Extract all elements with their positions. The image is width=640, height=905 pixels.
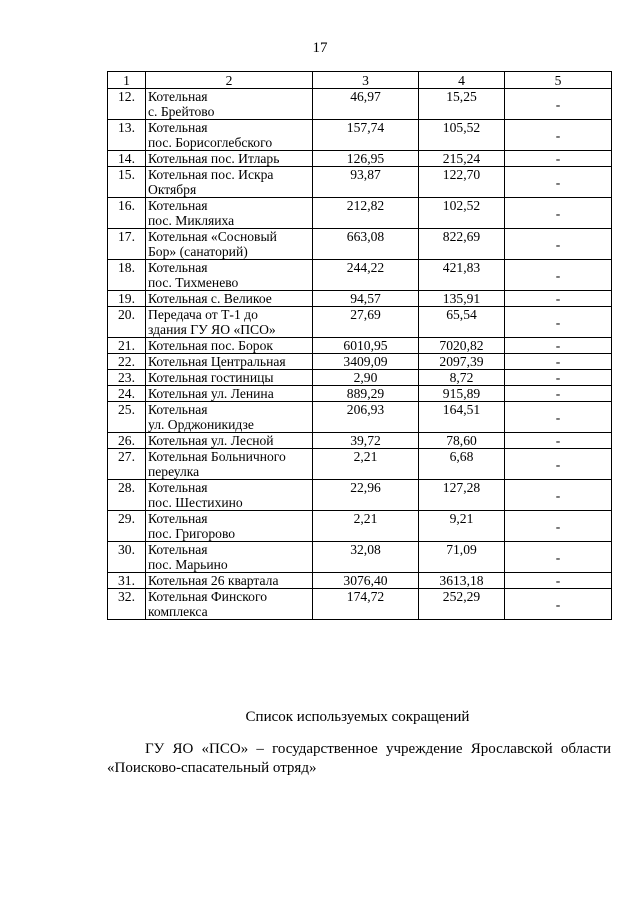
value-col3: 39,72 (313, 433, 419, 449)
table-row (108, 589, 612, 620)
boiler-name (146, 433, 313, 449)
value-col3: 46,97 (313, 89, 419, 120)
value-col3: 93,87 (313, 167, 419, 198)
boiler-name-line: пос. Марьино (148, 557, 228, 572)
value-col3: 212,82 (313, 198, 419, 229)
abbreviations-title: Список используемых сокращений (245, 709, 470, 725)
table-row (108, 480, 612, 511)
value-col3: 6010,95 (313, 338, 419, 354)
boiler-name (146, 542, 313, 573)
table-row (108, 511, 612, 542)
value-col4: 6,68 (419, 449, 505, 480)
value-col3: 2,21 (313, 449, 419, 480)
table-row (108, 198, 612, 229)
page-number: 17 (312, 40, 328, 56)
value-col5: - (505, 542, 612, 573)
value-col5: - (505, 449, 612, 480)
boiler-name (146, 338, 313, 354)
value-col4: 102,52 (419, 198, 505, 229)
row-number: 32. (108, 589, 146, 620)
value-col5: - (505, 120, 612, 151)
value-col5: - (505, 307, 612, 338)
value-col3: 244,22 (313, 260, 419, 291)
boiler-name (146, 120, 313, 151)
column-header: 3 (313, 72, 419, 89)
value-col5: - (505, 89, 612, 120)
table-row (108, 307, 612, 338)
value-col4: 9,21 (419, 511, 505, 542)
value-col3: 32,08 (313, 542, 419, 573)
value-col5: - (505, 589, 612, 620)
boiler-name-line: пос. Борисоглебского (148, 135, 273, 150)
boiler-name-line: Октября (148, 182, 197, 197)
value-col4: 127,28 (419, 480, 505, 511)
boiler-name-line: Передача от Т-1 до (148, 307, 258, 322)
boiler-name-line: Бор» (санаторий) (148, 244, 248, 259)
boiler-name (146, 198, 313, 229)
value-col4: 421,83 (419, 260, 505, 291)
boiler-name-line: с. Брейтово (148, 104, 215, 119)
column-header: 1 (108, 72, 146, 89)
value-col3: 663,08 (313, 229, 419, 260)
value-col4: 65,54 (419, 307, 505, 338)
value-col5: - (505, 229, 612, 260)
value-col4: 122,70 (419, 167, 505, 198)
boiler-name-line: Котельная ул. Ленина (148, 386, 274, 401)
value-col4: 215,24 (419, 151, 505, 167)
row-number: 22. (108, 354, 146, 370)
value-col4: 15,25 (419, 89, 505, 120)
value-col3: 889,29 (313, 386, 419, 402)
boiler-name-line: Котельная пос. Итларь (148, 151, 280, 166)
boiler-name (146, 589, 313, 620)
row-number: 12. (108, 89, 146, 120)
value-col5: - (505, 198, 612, 229)
value-col5: - (505, 433, 612, 449)
value-col3: 27,69 (313, 307, 419, 338)
row-number: 18. (108, 260, 146, 291)
table-row (108, 433, 612, 449)
column-header: 4 (419, 72, 505, 89)
table-row (108, 370, 612, 386)
value-col5: - (505, 338, 612, 354)
abbreviation-line: «Поисково-спасательный отряд» (107, 760, 317, 776)
table-header-row (108, 72, 612, 89)
boiler-name-line: комплекса (148, 604, 208, 619)
table-row (108, 260, 612, 291)
boiler-name-line: Котельная (148, 402, 208, 417)
value-col3: 2,90 (313, 370, 419, 386)
boiler-name-line: ул. Орджоникидзе (148, 417, 254, 432)
boiler-name-line: Котельная «Сосновый (148, 229, 277, 244)
row-number: 23. (108, 370, 146, 386)
boiler-name (146, 449, 313, 480)
boiler-name-line: Котельная пос. Борок (148, 338, 273, 353)
value-col4: 915,89 (419, 386, 505, 402)
value-col3: 174,72 (313, 589, 419, 620)
boiler-name (146, 260, 313, 291)
boiler-name (146, 511, 313, 542)
boiler-name-line: пос. Микляиха (148, 213, 235, 228)
value-col4: 71,09 (419, 542, 505, 573)
boiler-name (146, 307, 313, 338)
row-number: 19. (108, 291, 146, 307)
value-col5: - (505, 402, 612, 433)
row-number: 31. (108, 573, 146, 589)
value-col4: 105,52 (419, 120, 505, 151)
table-row (108, 291, 612, 307)
row-number: 25. (108, 402, 146, 433)
value-col5: - (505, 480, 612, 511)
row-number: 27. (108, 449, 146, 480)
column-header: 5 (505, 72, 612, 89)
boiler-name-line: пос. Тихменево (148, 275, 239, 290)
value-col5: - (505, 370, 612, 386)
value-col3: 157,74 (313, 120, 419, 151)
boiler-name-line: Котельная с. Великое (148, 291, 272, 306)
boiler-name-line: Котельная (148, 260, 208, 275)
value-col5: - (505, 511, 612, 542)
value-col5: - (505, 260, 612, 291)
boiler-name (146, 402, 313, 433)
value-col3: 22,96 (313, 480, 419, 511)
value-col4: 135,91 (419, 291, 505, 307)
boiler-name (146, 386, 313, 402)
boiler-name (146, 370, 313, 386)
value-col4: 8,72 (419, 370, 505, 386)
boiler-name-line: Котельная (148, 198, 208, 213)
abbreviation-entry (107, 740, 611, 778)
table-row (108, 151, 612, 167)
value-col3: 126,95 (313, 151, 419, 167)
value-col3: 206,93 (313, 402, 419, 433)
row-number: 20. (108, 307, 146, 338)
boiler-name-line: Котельная (148, 511, 208, 526)
value-col3: 3409,09 (313, 354, 419, 370)
row-number: 14. (108, 151, 146, 167)
table-row (108, 354, 612, 370)
boiler-name (146, 291, 313, 307)
value-col4: 7020,82 (419, 338, 505, 354)
row-number: 24. (108, 386, 146, 402)
table-row (108, 89, 612, 120)
boiler-name-line: пос. Григорово (148, 526, 236, 541)
value-col3: 94,57 (313, 291, 419, 307)
boiler-name (146, 354, 313, 370)
table-row (108, 120, 612, 151)
boiler-name (146, 229, 313, 260)
value-col4: 78,60 (419, 433, 505, 449)
table-row (108, 449, 612, 480)
table-row (108, 402, 612, 433)
boiler-name-line: Котельная ул. Лесной (148, 433, 274, 448)
table-row (108, 338, 612, 354)
value-col5: - (505, 386, 612, 402)
boiler-name-line: Котельная (148, 89, 208, 104)
value-col5: - (505, 167, 612, 198)
boiler-name-line: Котельная Больничного (148, 449, 286, 464)
value-col4: 252,29 (419, 589, 505, 620)
value-col4: 2097,39 (419, 354, 505, 370)
abbreviation-line: ГУ ЯО «ПСО» – государственное учреждение Ярославской области (145, 741, 611, 757)
boiler-name-line: переулка (148, 464, 200, 479)
row-number: 21. (108, 338, 146, 354)
value-col5: - (505, 573, 612, 589)
value-col3: 2,21 (313, 511, 419, 542)
table-row (108, 229, 612, 260)
value-col4: 3613,18 (419, 573, 505, 589)
boiler-name-line: Котельная (148, 120, 208, 135)
boiler-name-line: Котельная Центральная (148, 354, 286, 369)
boiler-name-line: Котельная пос. Искра (148, 167, 274, 182)
table-row (108, 386, 612, 402)
boiler-name (146, 89, 313, 120)
value-col3: 3076,40 (313, 573, 419, 589)
row-number: 26. (108, 433, 146, 449)
boiler-name-line: здания ГУ ЯО «ПСО» (148, 322, 276, 337)
value-col5: - (505, 354, 612, 370)
value-col5: - (505, 291, 612, 307)
boiler-name-line: Котельная (148, 542, 208, 557)
row-number: 15. (108, 167, 146, 198)
table-row (108, 167, 612, 198)
boiler-name (146, 167, 313, 198)
boiler-table (107, 71, 612, 620)
boiler-name (146, 480, 313, 511)
row-number: 16. (108, 198, 146, 229)
table-row (108, 573, 612, 589)
boiler-name-line: пос. Шестихино (148, 495, 243, 510)
boiler-name-line: Котельная Финского (148, 589, 267, 604)
table-body (108, 89, 612, 620)
value-col5: - (505, 151, 612, 167)
row-number: 17. (108, 229, 146, 260)
row-number: 13. (108, 120, 146, 151)
boiler-name (146, 573, 313, 589)
boiler-name (146, 151, 313, 167)
value-col4: 822,69 (419, 229, 505, 260)
boiler-name-line: Котельная 26 квартала (148, 573, 279, 588)
row-number: 28. (108, 480, 146, 511)
value-col4: 164,51 (419, 402, 505, 433)
row-number: 29. (108, 511, 146, 542)
boiler-name-line: Котельная (148, 480, 208, 495)
table-row (108, 542, 612, 573)
column-header: 2 (146, 72, 313, 89)
row-number: 30. (108, 542, 146, 573)
boiler-name-line: Котельная гостиницы (148, 370, 274, 385)
